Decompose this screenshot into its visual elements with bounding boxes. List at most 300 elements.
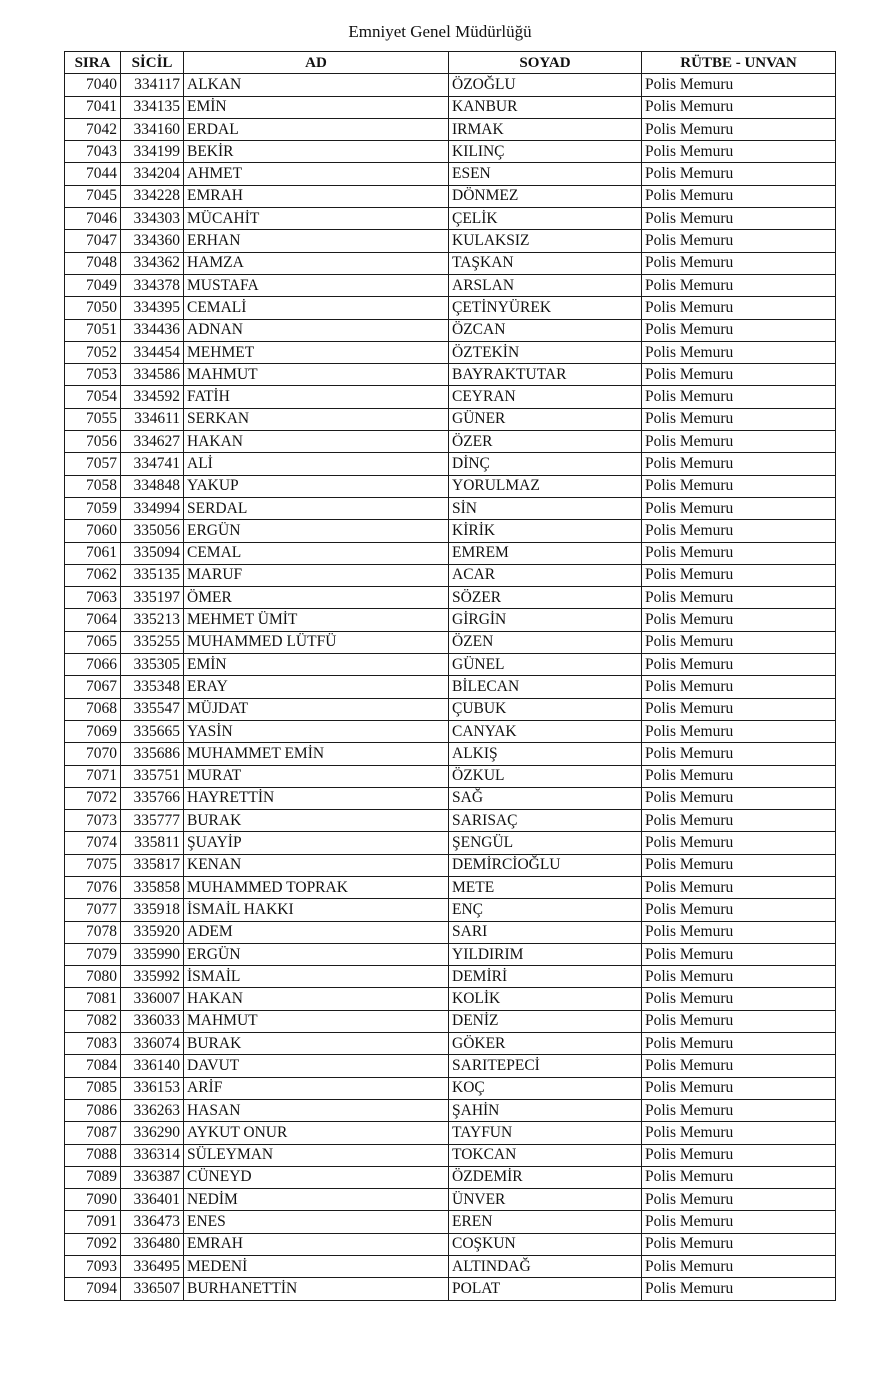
cell-sira: 7049 xyxy=(65,274,121,296)
table-row xyxy=(65,1122,836,1144)
cell-sicil: 336507 xyxy=(121,1278,184,1300)
cell-ad: ERHAN xyxy=(184,230,449,252)
cell-rutbe: Polis Memuru xyxy=(642,297,836,319)
cell-sicil: 335918 xyxy=(121,899,184,921)
cell-ad: MEHMET xyxy=(184,341,449,363)
cell-sicil: 334360 xyxy=(121,230,184,252)
cell-soyad: ENÇ xyxy=(449,899,642,921)
header-sira: SIRA xyxy=(65,52,121,74)
cell-ad: KENAN xyxy=(184,854,449,876)
cell-rutbe: Polis Memuru xyxy=(642,1144,836,1166)
cell-soyad: YORULMAZ xyxy=(449,475,642,497)
cell-soyad: TAYFUN xyxy=(449,1122,642,1144)
cell-ad: ADEM xyxy=(184,921,449,943)
cell-ad: EMİN xyxy=(184,96,449,118)
cell-ad: MUHAMMED LÜTFÜ xyxy=(184,631,449,653)
cell-rutbe: Polis Memuru xyxy=(642,832,836,854)
cell-soyad: ALKIŞ xyxy=(449,743,642,765)
cell-soyad: ÇELİK xyxy=(449,208,642,230)
cell-ad: ŞUAYİP xyxy=(184,832,449,854)
cell-sicil: 334199 xyxy=(121,141,184,163)
cell-ad: EMİN xyxy=(184,654,449,676)
cell-sicil: 335766 xyxy=(121,787,184,809)
cell-ad: BURAK xyxy=(184,810,449,832)
cell-ad: MEDENİ xyxy=(184,1256,449,1278)
cell-rutbe: Polis Memuru xyxy=(642,1099,836,1121)
cell-sira: 7042 xyxy=(65,118,121,140)
table-row xyxy=(65,163,836,185)
cell-soyad: GÖKER xyxy=(449,1033,642,1055)
cell-sira: 7073 xyxy=(65,810,121,832)
cell-sira: 7053 xyxy=(65,364,121,386)
table-row xyxy=(65,631,836,653)
cell-soyad: ESEN xyxy=(449,163,642,185)
table-row xyxy=(65,1166,836,1188)
cell-sira: 7054 xyxy=(65,386,121,408)
cell-sira: 7081 xyxy=(65,988,121,1010)
cell-sicil: 334135 xyxy=(121,96,184,118)
cell-soyad: ÇETİNYÜREK xyxy=(449,297,642,319)
cell-sicil: 334117 xyxy=(121,74,184,96)
cell-ad: BURAK xyxy=(184,1033,449,1055)
cell-sira: 7087 xyxy=(65,1122,121,1144)
cell-sicil: 334362 xyxy=(121,252,184,274)
cell-soyad: GİRGİN xyxy=(449,609,642,631)
table-row xyxy=(65,943,836,965)
cell-sira: 7089 xyxy=(65,1166,121,1188)
cell-rutbe: Polis Memuru xyxy=(642,988,836,1010)
cell-rutbe: Polis Memuru xyxy=(642,431,836,453)
cell-soyad: ACAR xyxy=(449,564,642,586)
table-row xyxy=(65,431,836,453)
cell-sira: 7067 xyxy=(65,676,121,698)
cell-rutbe: Polis Memuru xyxy=(642,252,836,274)
cell-soyad: TOKCAN xyxy=(449,1144,642,1166)
cell-sicil: 336401 xyxy=(121,1189,184,1211)
cell-ad: BURHANETTİN xyxy=(184,1278,449,1300)
cell-soyad: ÖZTEKİN xyxy=(449,341,642,363)
cell-rutbe: Polis Memuru xyxy=(642,1033,836,1055)
cell-rutbe: Polis Memuru xyxy=(642,1077,836,1099)
cell-sicil: 334627 xyxy=(121,431,184,453)
table-row xyxy=(65,185,836,207)
cell-soyad: KILINÇ xyxy=(449,141,642,163)
cell-sicil: 335751 xyxy=(121,765,184,787)
cell-sira: 7086 xyxy=(65,1099,121,1121)
cell-rutbe: Polis Memuru xyxy=(642,542,836,564)
table-row xyxy=(65,274,836,296)
cell-sicil: 336387 xyxy=(121,1166,184,1188)
cell-sira: 7044 xyxy=(65,163,121,185)
table-row xyxy=(65,876,836,898)
cell-rutbe: Polis Memuru xyxy=(642,364,836,386)
cell-rutbe: Polis Memuru xyxy=(642,1122,836,1144)
cell-sicil: 335135 xyxy=(121,564,184,586)
table-row xyxy=(65,765,836,787)
page-title: Emniyet Genel Müdürlüğü xyxy=(348,22,532,41)
table-row xyxy=(65,1211,836,1233)
cell-sira: 7051 xyxy=(65,319,121,341)
cell-sira: 7091 xyxy=(65,1211,121,1233)
personnel-table xyxy=(64,51,836,1301)
cell-rutbe: Polis Memuru xyxy=(642,163,836,185)
cell-soyad: POLAT xyxy=(449,1278,642,1300)
cell-soyad: DİNÇ xyxy=(449,453,642,475)
cell-sira: 7075 xyxy=(65,854,121,876)
cell-soyad: DEMİRİ xyxy=(449,966,642,988)
cell-soyad: KOÇ xyxy=(449,1077,642,1099)
cell-sira: 7077 xyxy=(65,899,121,921)
cell-sira: 7092 xyxy=(65,1233,121,1255)
table-row xyxy=(65,230,836,252)
cell-soyad: EREN xyxy=(449,1211,642,1233)
cell-sicil: 335094 xyxy=(121,542,184,564)
cell-rutbe: Polis Memuru xyxy=(642,587,836,609)
cell-sira: 7066 xyxy=(65,654,121,676)
cell-rutbe: Polis Memuru xyxy=(642,520,836,542)
cell-rutbe: Polis Memuru xyxy=(642,1211,836,1233)
cell-sicil: 336314 xyxy=(121,1144,184,1166)
cell-sira: 7069 xyxy=(65,720,121,742)
cell-rutbe: Polis Memuru xyxy=(642,899,836,921)
cell-rutbe: Polis Memuru xyxy=(642,609,836,631)
cell-rutbe: Polis Memuru xyxy=(642,1189,836,1211)
cell-sicil: 334160 xyxy=(121,118,184,140)
table-row xyxy=(65,141,836,163)
cell-ad: HASAN xyxy=(184,1099,449,1121)
cell-ad: AHMET xyxy=(184,163,449,185)
cell-rutbe: Polis Memuru xyxy=(642,810,836,832)
cell-soyad: ÖZOĞLU xyxy=(449,74,642,96)
cell-ad: ERAY xyxy=(184,676,449,698)
cell-rutbe: Polis Memuru xyxy=(642,921,836,943)
cell-soyad: ÖZCAN xyxy=(449,319,642,341)
table-row xyxy=(65,96,836,118)
table-row xyxy=(65,1077,836,1099)
cell-soyad: GÜNER xyxy=(449,408,642,430)
cell-sira: 7048 xyxy=(65,252,121,274)
cell-sira: 7047 xyxy=(65,230,121,252)
cell-sira: 7076 xyxy=(65,876,121,898)
table-row xyxy=(65,520,836,542)
cell-sira: 7085 xyxy=(65,1077,121,1099)
cell-ad: SERKAN xyxy=(184,408,449,430)
cell-sira: 7090 xyxy=(65,1189,121,1211)
cell-ad: EMRAH xyxy=(184,1233,449,1255)
header-rutbe-unvan: RÜTBE - UNVAN xyxy=(642,52,836,74)
cell-ad: MARUF xyxy=(184,564,449,586)
cell-sicil: 336074 xyxy=(121,1033,184,1055)
table-row xyxy=(65,408,836,430)
cell-rutbe: Polis Memuru xyxy=(642,319,836,341)
table-row xyxy=(65,654,836,676)
table-row xyxy=(65,252,836,274)
table-row xyxy=(65,787,836,809)
cell-sicil: 335817 xyxy=(121,854,184,876)
table-row xyxy=(65,564,836,586)
cell-rutbe: Polis Memuru xyxy=(642,96,836,118)
cell-soyad: DÖNMEZ xyxy=(449,185,642,207)
cell-ad: EMRAH xyxy=(184,185,449,207)
cell-ad: ALİ xyxy=(184,453,449,475)
cell-ad: ARİF xyxy=(184,1077,449,1099)
cell-sicil: 335777 xyxy=(121,810,184,832)
cell-ad: SÜLEYMAN xyxy=(184,1144,449,1166)
cell-sicil: 336290 xyxy=(121,1122,184,1144)
cell-sira: 7094 xyxy=(65,1278,121,1300)
cell-rutbe: Polis Memuru xyxy=(642,676,836,698)
table-row xyxy=(65,497,836,519)
cell-sira: 7056 xyxy=(65,431,121,453)
cell-sira: 7052 xyxy=(65,341,121,363)
cell-sicil: 336495 xyxy=(121,1256,184,1278)
cell-soyad: ARSLAN xyxy=(449,274,642,296)
table-row xyxy=(65,676,836,698)
cell-sira: 7065 xyxy=(65,631,121,653)
cell-sira: 7060 xyxy=(65,520,121,542)
cell-soyad: ÖZER xyxy=(449,431,642,453)
cell-ad: CEMALİ xyxy=(184,297,449,319)
cell-rutbe: Polis Memuru xyxy=(642,408,836,430)
table-body xyxy=(65,74,836,1300)
cell-ad: MÜCAHİT xyxy=(184,208,449,230)
cell-ad: MÜJDAT xyxy=(184,698,449,720)
cell-ad: ADNAN xyxy=(184,319,449,341)
cell-rutbe: Polis Memuru xyxy=(642,230,836,252)
cell-sira: 7061 xyxy=(65,542,121,564)
cell-rutbe: Polis Memuru xyxy=(642,118,836,140)
cell-rutbe: Polis Memuru xyxy=(642,854,836,876)
cell-sicil: 336140 xyxy=(121,1055,184,1077)
table-row xyxy=(65,118,836,140)
cell-sicil: 335920 xyxy=(121,921,184,943)
table-row xyxy=(65,1256,836,1278)
table-row xyxy=(65,609,836,631)
cell-ad: AYKUT ONUR xyxy=(184,1122,449,1144)
cell-ad: ENES xyxy=(184,1211,449,1233)
table-row xyxy=(65,542,836,564)
cell-sira: 7055 xyxy=(65,408,121,430)
cell-sicil: 334994 xyxy=(121,497,184,519)
cell-rutbe: Polis Memuru xyxy=(642,720,836,742)
cell-rutbe: Polis Memuru xyxy=(642,386,836,408)
table-row xyxy=(65,475,836,497)
cell-rutbe: Polis Memuru xyxy=(642,966,836,988)
cell-rutbe: Polis Memuru xyxy=(642,141,836,163)
cell-ad: HAKAN xyxy=(184,988,449,1010)
cell-sicil: 336473 xyxy=(121,1211,184,1233)
cell-ad: CEMAL xyxy=(184,542,449,564)
cell-soyad: DEMİRCİOĞLU xyxy=(449,854,642,876)
cell-sicil: 334228 xyxy=(121,185,184,207)
cell-sicil: 336007 xyxy=(121,988,184,1010)
cell-soyad: ÖZEN xyxy=(449,631,642,653)
cell-sicil: 335305 xyxy=(121,654,184,676)
cell-ad: FATİH xyxy=(184,386,449,408)
table-row xyxy=(65,720,836,742)
cell-soyad: DENİZ xyxy=(449,1010,642,1032)
cell-sicil: 335056 xyxy=(121,520,184,542)
cell-sicil: 334454 xyxy=(121,341,184,363)
table-row xyxy=(65,74,836,96)
header-ad: AD xyxy=(184,52,449,74)
table-row xyxy=(65,319,836,341)
cell-sira: 7079 xyxy=(65,943,121,965)
cell-ad: İSMAİL xyxy=(184,966,449,988)
cell-soyad: YILDIRIM xyxy=(449,943,642,965)
table-row xyxy=(65,208,836,230)
cell-soyad: METE xyxy=(449,876,642,898)
cell-soyad: SARITEPECİ xyxy=(449,1055,642,1077)
cell-sira: 7043 xyxy=(65,141,121,163)
cell-sira: 7080 xyxy=(65,966,121,988)
table-row xyxy=(65,810,836,832)
cell-sira: 7057 xyxy=(65,453,121,475)
cell-soyad: BAYRAKTUTAR xyxy=(449,364,642,386)
cell-sicil: 335213 xyxy=(121,609,184,631)
cell-soyad: SARI xyxy=(449,921,642,943)
cell-rutbe: Polis Memuru xyxy=(642,1278,836,1300)
cell-soyad: SÖZER xyxy=(449,587,642,609)
cell-sicil: 336153 xyxy=(121,1077,184,1099)
table-row xyxy=(65,364,836,386)
cell-soyad: EMREM xyxy=(449,542,642,564)
cell-sira: 7064 xyxy=(65,609,121,631)
cell-rutbe: Polis Memuru xyxy=(642,1233,836,1255)
table-row xyxy=(65,1233,836,1255)
table-row xyxy=(65,386,836,408)
table-row xyxy=(65,832,836,854)
cell-soyad: KİRİK xyxy=(449,520,642,542)
cell-soyad: CANYAK xyxy=(449,720,642,742)
cell-sira: 7083 xyxy=(65,1033,121,1055)
table-row xyxy=(65,453,836,475)
header-soyad: SOYAD xyxy=(449,52,642,74)
cell-ad: MUHAMMET EMİN xyxy=(184,743,449,765)
cell-sicil: 335255 xyxy=(121,631,184,653)
cell-soyad: ÜNVER xyxy=(449,1189,642,1211)
cell-sira: 7071 xyxy=(65,765,121,787)
table-row xyxy=(65,587,836,609)
cell-ad: HAYRETTİN xyxy=(184,787,449,809)
cell-rutbe: Polis Memuru xyxy=(642,74,836,96)
cell-sira: 7082 xyxy=(65,1010,121,1032)
cell-rutbe: Polis Memuru xyxy=(642,1055,836,1077)
cell-sicil: 335992 xyxy=(121,966,184,988)
table-row xyxy=(65,988,836,1010)
cell-sira: 7058 xyxy=(65,475,121,497)
table-row xyxy=(65,966,836,988)
table-header xyxy=(65,52,836,74)
cell-sira: 7078 xyxy=(65,921,121,943)
cell-ad: MUHAMMED TOPRAK xyxy=(184,876,449,898)
cell-rutbe: Polis Memuru xyxy=(642,876,836,898)
cell-sicil: 335811 xyxy=(121,832,184,854)
cell-sicil: 335665 xyxy=(121,720,184,742)
cell-ad: MUSTAFA xyxy=(184,274,449,296)
cell-rutbe: Polis Memuru xyxy=(642,341,836,363)
cell-soyad: COŞKUN xyxy=(449,1233,642,1255)
cell-ad: SERDAL xyxy=(184,497,449,519)
cell-rutbe: Polis Memuru xyxy=(642,1010,836,1032)
cell-ad: MURAT xyxy=(184,765,449,787)
cell-ad: HAKAN xyxy=(184,431,449,453)
header-sicil: SİCİL xyxy=(121,52,184,74)
cell-rutbe: Polis Memuru xyxy=(642,943,836,965)
cell-ad: CÜNEYD xyxy=(184,1166,449,1188)
cell-soyad: ALTINDAĞ xyxy=(449,1256,642,1278)
cell-soyad: ŞAHİN xyxy=(449,1099,642,1121)
cell-sicil: 334848 xyxy=(121,475,184,497)
table-row xyxy=(65,743,836,765)
cell-ad: İSMAİL HAKKI xyxy=(184,899,449,921)
table-row xyxy=(65,297,836,319)
table-row xyxy=(65,341,836,363)
cell-sicil: 335547 xyxy=(121,698,184,720)
cell-soyad: TAŞKAN xyxy=(449,252,642,274)
cell-soyad: CEYRAN xyxy=(449,386,642,408)
cell-sira: 7084 xyxy=(65,1055,121,1077)
header-row xyxy=(65,52,836,74)
cell-rutbe: Polis Memuru xyxy=(642,743,836,765)
cell-sira: 7062 xyxy=(65,564,121,586)
cell-rutbe: Polis Memuru xyxy=(642,475,836,497)
cell-rutbe: Polis Memuru xyxy=(642,1166,836,1188)
cell-sicil: 335197 xyxy=(121,587,184,609)
cell-sira: 7074 xyxy=(65,832,121,854)
cell-ad: NEDİM xyxy=(184,1189,449,1211)
cell-sira: 7045 xyxy=(65,185,121,207)
cell-ad: YAKUP xyxy=(184,475,449,497)
cell-sira: 7040 xyxy=(65,74,121,96)
cell-sira: 7059 xyxy=(65,497,121,519)
cell-soyad: SARISAÇ xyxy=(449,810,642,832)
cell-rutbe: Polis Memuru xyxy=(642,787,836,809)
cell-sira: 7041 xyxy=(65,96,121,118)
table-row xyxy=(65,1144,836,1166)
cell-sira: 7050 xyxy=(65,297,121,319)
cell-sira: 7088 xyxy=(65,1144,121,1166)
cell-soyad: SİN xyxy=(449,497,642,519)
cell-soyad: SAĞ xyxy=(449,787,642,809)
cell-ad: ERGÜN xyxy=(184,520,449,542)
cell-sicil: 334586 xyxy=(121,364,184,386)
cell-sira: 7093 xyxy=(65,1256,121,1278)
cell-sicil: 335858 xyxy=(121,876,184,898)
cell-sicil: 334611 xyxy=(121,408,184,430)
cell-sicil: 336033 xyxy=(121,1010,184,1032)
cell-sicil: 335990 xyxy=(121,943,184,965)
cell-ad: ALKAN xyxy=(184,74,449,96)
cell-ad: ERGÜN xyxy=(184,943,449,965)
cell-sicil: 334741 xyxy=(121,453,184,475)
cell-sicil: 335686 xyxy=(121,743,184,765)
cell-soyad: IRMAK xyxy=(449,118,642,140)
cell-ad: BEKİR xyxy=(184,141,449,163)
cell-ad: MAHMUT xyxy=(184,364,449,386)
cell-soyad: ÖZKUL xyxy=(449,765,642,787)
cell-sicil: 334378 xyxy=(121,274,184,296)
cell-ad: MAHMUT xyxy=(184,1010,449,1032)
cell-rutbe: Polis Memuru xyxy=(642,185,836,207)
table-row xyxy=(65,921,836,943)
cell-sira: 7072 xyxy=(65,787,121,809)
cell-sira: 7063 xyxy=(65,587,121,609)
cell-rutbe: Polis Memuru xyxy=(642,654,836,676)
cell-sicil: 334395 xyxy=(121,297,184,319)
cell-sira: 7070 xyxy=(65,743,121,765)
cell-soyad: GÜNEL xyxy=(449,654,642,676)
